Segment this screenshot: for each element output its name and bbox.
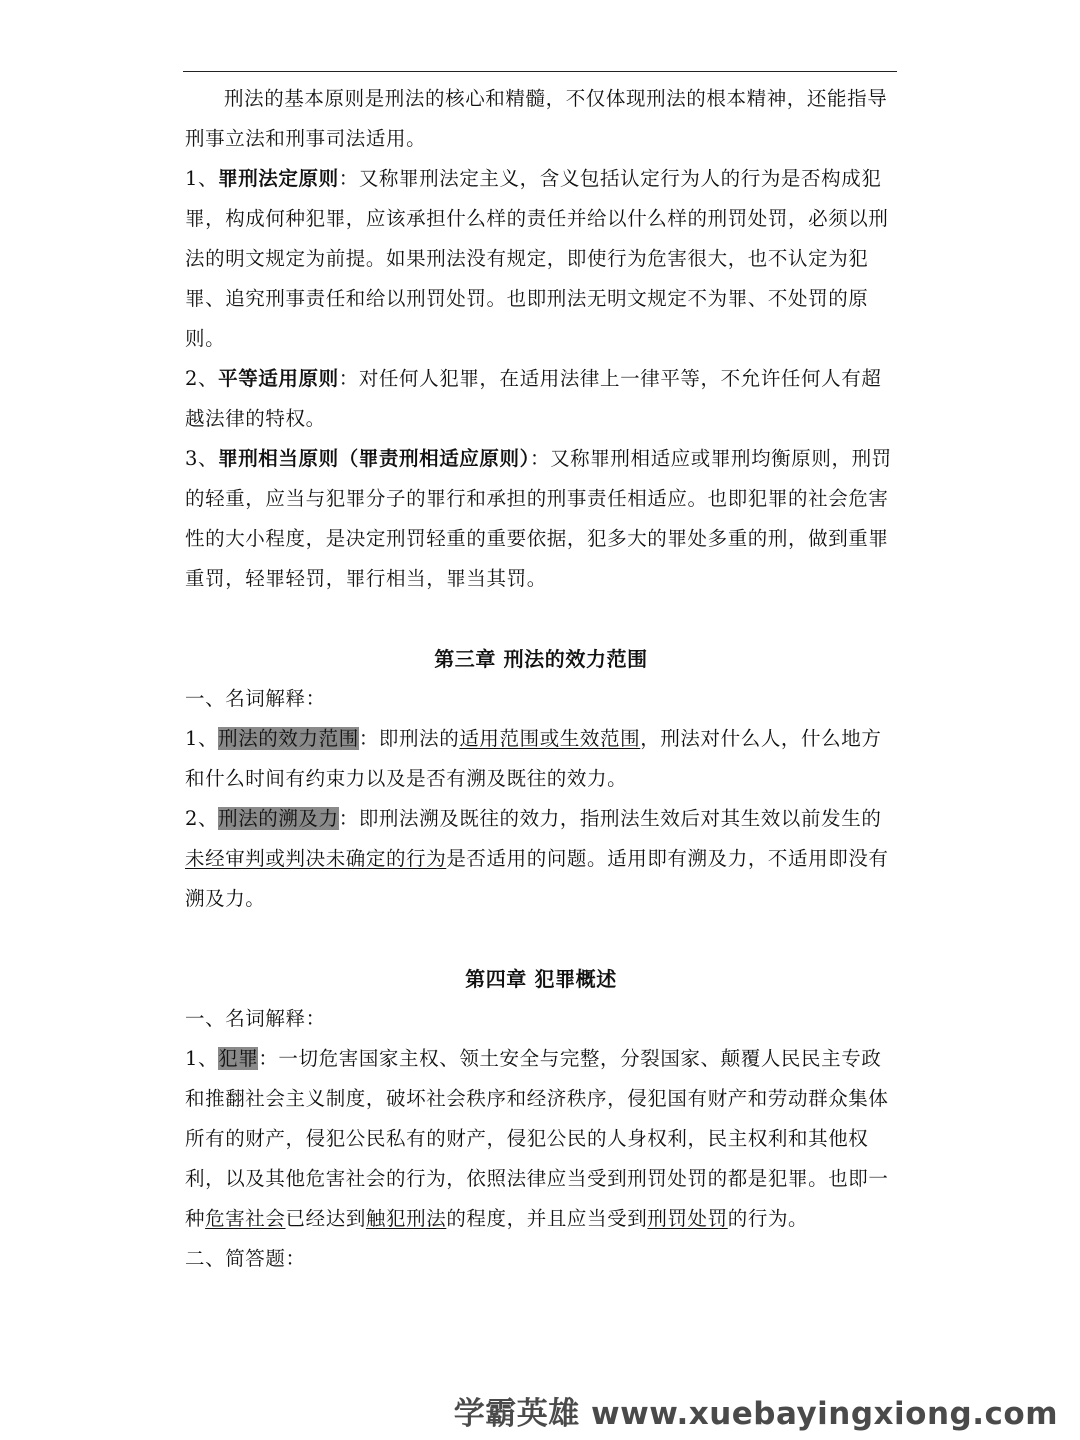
underlined-phrase: 刑罚处罚	[647, 1207, 728, 1230]
definition-text: 的行为。	[727, 1207, 809, 1230]
principle-text: 又称罪刑相适应或罪刑均衡原则，刑罚的轻重，应当与犯罪分子的罪行和承担的刑事责任相适应。也即犯罪的社会危害性的大小程度，是决定刑罚轻重的重要依据，犯多大的罪处多重的刑，做到重罪重罚，轻罪轻罚，罪行相当，罪当其罚。	[185, 447, 892, 590]
chapter-3-item-2	[185, 799, 897, 919]
spacer	[185, 919, 897, 959]
principle-term: 罪刑相当原则（罪责刑相适应原则）	[218, 447, 530, 470]
chapter-4-section-2: 二、简答题：	[185, 1247, 306, 1270]
underlined-phrase: 未经审判或判决未确定的行为	[185, 847, 447, 870]
principle-text: 对任何人犯罪，在适用法律上一律平等，不允许任何人有超越法律的特权。	[185, 367, 882, 430]
intro-paragraph: 刑法的基本原则是刑法的核心和精髓，不仅体现刑法的根本精神，还能指导刑事立法和刑事司法适用。	[185, 87, 888, 150]
item-number: 2、	[185, 367, 219, 390]
principle-2	[185, 359, 897, 439]
item-number: 2、	[185, 807, 219, 830]
chapter-3-section: 一、名词解释：	[185, 687, 326, 710]
underlined-phrase: 适用范围或生效范围	[459, 727, 641, 750]
site-watermark: 学霸英雄 www.xuebayingxiong.com	[453, 1396, 1058, 1432]
chapter-3-item-1	[185, 719, 897, 799]
underlined-phrase: 危害社会	[205, 1207, 286, 1230]
separator: ：	[529, 447, 551, 470]
underlined-phrase: 触犯刑法	[365, 1207, 447, 1230]
item-number: 1、	[185, 167, 219, 190]
definition-text: 即刑法溯及既往的效力，指刑法生效后对其生效以前发生的	[358, 807, 882, 830]
header-rule	[183, 71, 897, 72]
chapter-4-title: 第四章 犯罪概述	[465, 967, 617, 991]
definition-text: 的程度，并且应当受到	[446, 1207, 648, 1230]
separator: ：	[258, 1047, 279, 1070]
item-number: 1、	[185, 727, 219, 750]
highlighted-term: 刑法的效力范围	[218, 727, 359, 750]
separator: ：	[338, 167, 359, 190]
separator: ：	[338, 367, 359, 390]
highlighted-term: 犯罪	[218, 1047, 259, 1070]
definition-text: ，刑法对什么人，什么地方和什么时间有约束力以及是否有溯及既往的效力。	[185, 727, 882, 790]
principle-3	[185, 439, 897, 599]
principle-term: 平等适用原则	[218, 367, 339, 390]
item-number: 3、	[185, 447, 219, 470]
separator: ：	[338, 807, 359, 830]
definition-text: 是否适用的问题。适用即有溯及力，不适用即没有溯及力。	[185, 847, 889, 910]
chapter-4-section: 一、名词解释：	[185, 1007, 326, 1030]
principle-text: 又称罪刑法定主义，含义包括认定行为人的行为是否构成犯罪，构成何种犯罪，应该承担什么样的责任并给以什么样的刑罚处罚，必须以刑法的明文规定为前提。如果刑法没有规定，即使行为危害很大，也不认定为犯罪、追究刑事责任和给以刑罚处罚。也即刑法无明文规定不为罪、不处罚的原则。	[185, 167, 889, 350]
definition-text: 一切危害国家主权、领土安全与完整，分裂国家、颠覆人民民主专政和推翻社会主义制度，破坏社会秩序和经济秩序，侵犯国有财产和劳动群众集体所有的财产，侵犯公民私有的财产，侵犯公民的人身权利，民主权利和其他权利，以及其他危害社会的行为，依照法律应当受到刑罚处罚的都是犯罪。也即一种	[185, 1047, 889, 1230]
chapter-3-title: 第三章 刑法的效力范围	[434, 647, 648, 671]
principle-term: 罪刑法定原则	[218, 167, 339, 190]
item-number: 1、	[185, 1047, 219, 1070]
spacer	[185, 599, 897, 639]
document-body	[185, 79, 897, 1279]
highlighted-term: 刑法的溯及力	[218, 807, 339, 830]
definition-text: 已经达到	[285, 1207, 366, 1230]
definition-text: 即刑法的	[378, 727, 460, 750]
separator: ：	[358, 727, 379, 750]
principle-1	[185, 159, 897, 359]
chapter-4-item-1	[185, 1039, 897, 1239]
